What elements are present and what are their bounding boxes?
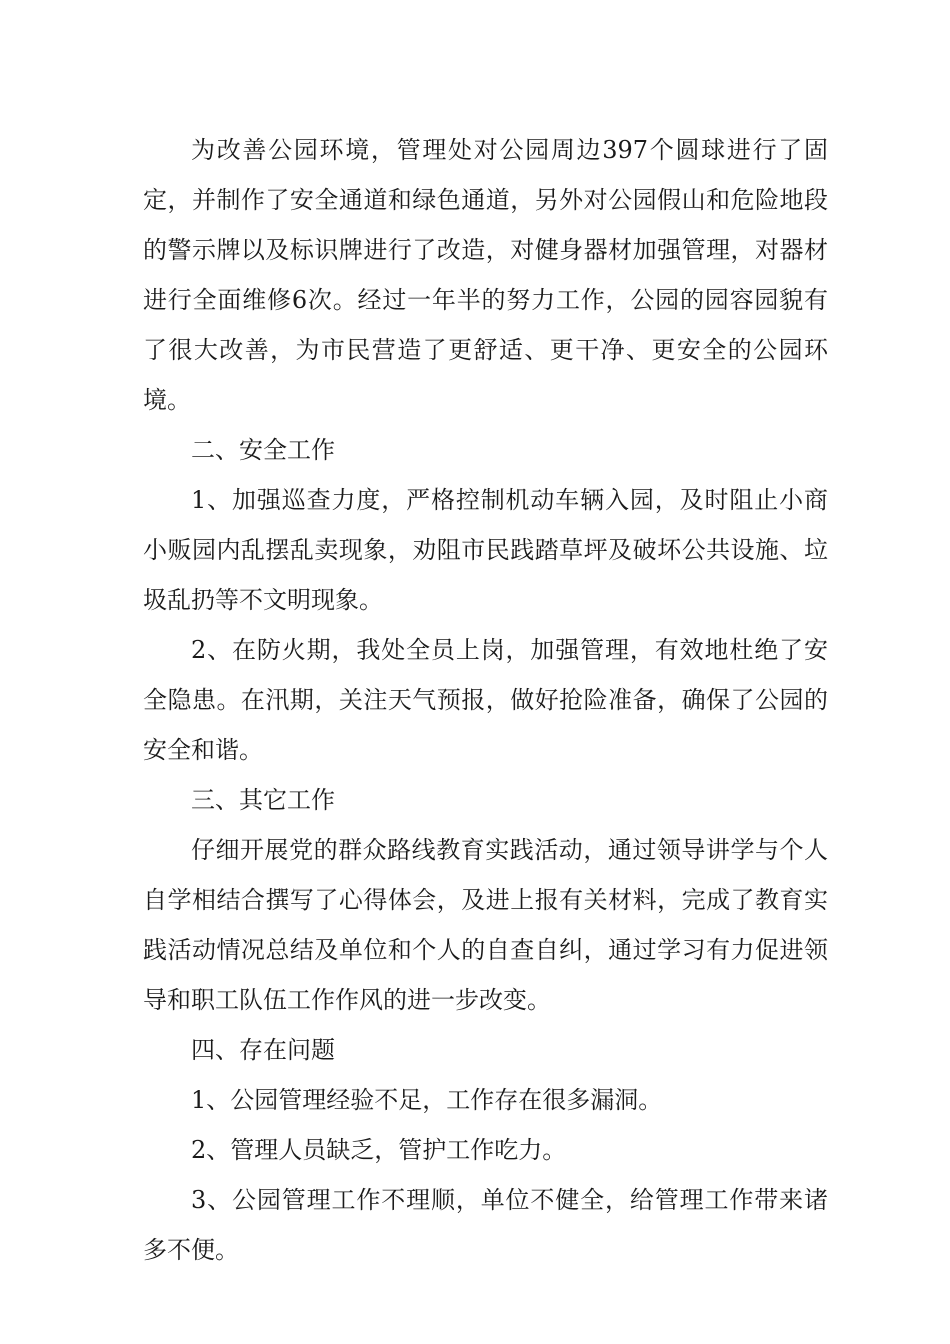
paragraph-problem-3: 3、公园管理工作不理顺，单位不健全，给管理工作带来诸多不便。 [143, 1186, 828, 1264]
paragraph-problem-1: 1、公园管理经验不足，工作存在很多漏洞。 [191, 1086, 663, 1114]
paragraph-problem-2: 2、管理人员缺乏，管护工作吃力。 [191, 1136, 567, 1164]
paragraph-environment: 为改善公园环境，管理处对公园周边397个圆球进行了固定，并制作了安全通道和绿色通道，另外对公园假山和危险地段的警示牌以及标识牌进行了改造，对健身器材加强管理，对器材进行全面维修6次。经过一年半的努力工作，公园的园容园貌有了很大改善，为市民营造了更舒适、更干净、更安全的公园环境。 [143, 136, 828, 414]
heading-other-work: 三、其它工作 [191, 786, 335, 814]
paragraph-safety-2: 2、在防火期，我处全员上岗，加强管理，有效地杜绝了安全隐患。在汛期，关注天气预报，做好抢险准备，确保了公园的安全和谐。 [143, 636, 828, 764]
document-body [143, 125, 828, 1275]
heading-problems: 四、存在问题 [191, 1036, 335, 1064]
heading-safety-work: 二、安全工作 [191, 436, 335, 464]
paragraph-safety-1: 1、加强巡查力度，严格控制机动车辆入园，及时阻止小商小贩园内乱摆乱卖现象，劝阻市民践踏草坪及破坏公共设施、垃圾乱扔等不文明现象。 [143, 486, 828, 614]
paragraph-other-work: 仔细开展党的群众路线教育实践活动，通过领导讲学与个人自学相结合撰写了心得体会，及进上报有关材料，完成了教育实践活动情况总结及单位和个人的自查自纠，通过学习有力促进领导和职工队伍工作作风的进一步改变。 [143, 836, 828, 1014]
